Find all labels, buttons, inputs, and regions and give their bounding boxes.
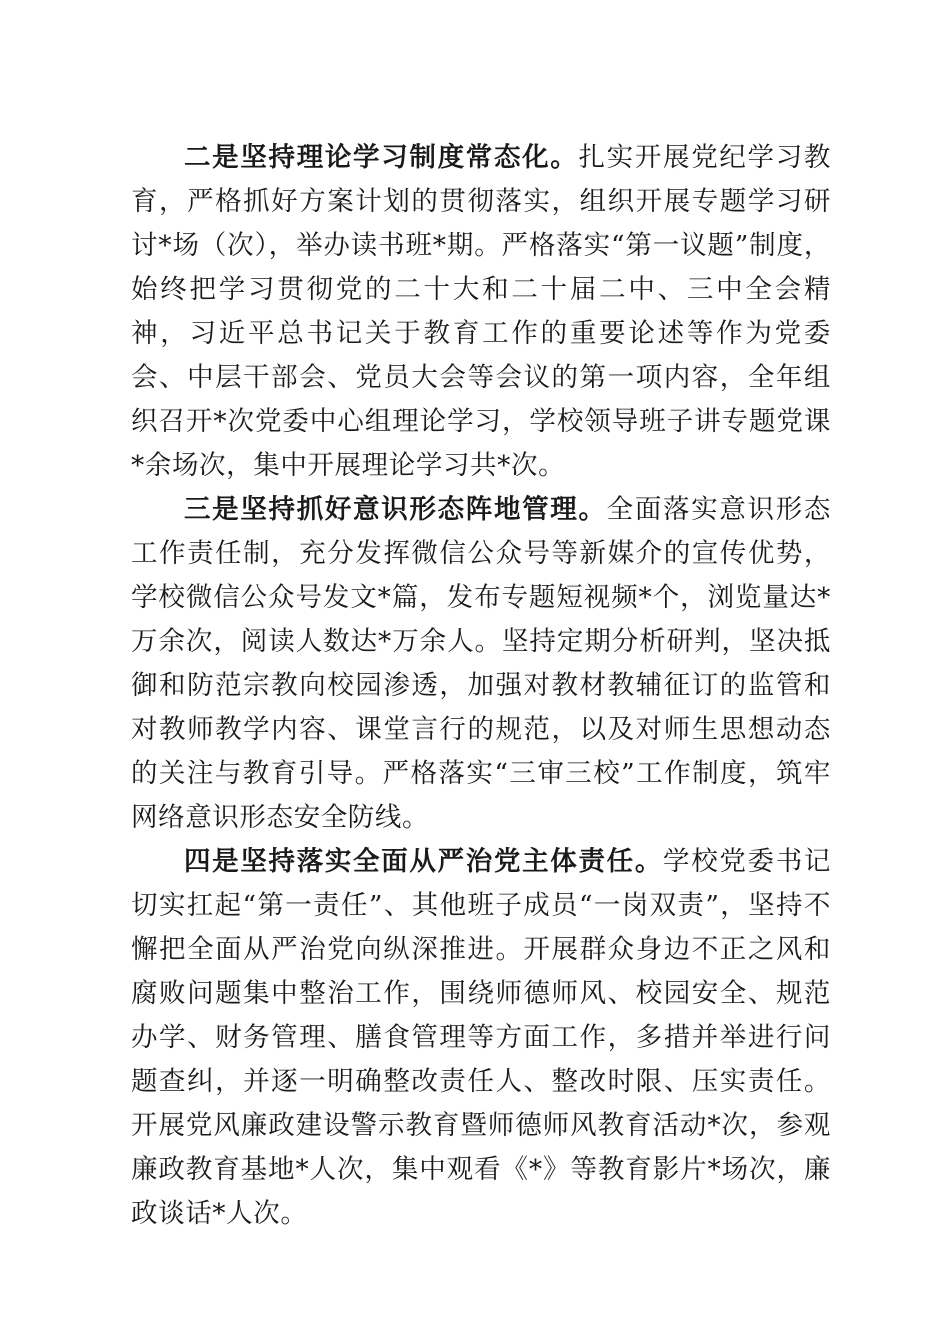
paragraph-text: 学校党委书记切实扛起“第一责任”、其他班子成员“一岗双责”，坚持不懈把全面从严治党向纵深推进。开展群众身边不正之风和腐败问题集中整治工作，围绕师德师风、校园安全、规范办学、财务管理、膳食管理等方面工作，多措并举进行问题查纠，并逐一明确整改责任人、整改时限、压实责任。开展党风廉政建设警示教育暨师德师风教育活动*次，参观廉政教育基地*人次，集中观看《*》等教育影片*场次，廉政谈话*人次。 [131,846,831,1229]
paragraph-ideology-management [131,488,831,840]
paragraph-heading: 三是坚持抓好意识形态阵地管理。 [184,494,607,525]
document-body [131,136,831,1236]
paragraph-text: 全面落实意识形态工作责任制，充分发挥微信公众号等新媒介的宣传优势，学校微信公众号发文*篇，发布专题短视频*个，浏览量达*万余次，阅读人数达*万余人。坚持定期分析研判，坚决抵御和防范宗教向校园渗透，加强对教材教辅征订的监管和对教师教学内容、课堂言行的规范，以及对师生思想动态的关注与教育引导。严格落实“三审三校”工作制度，筑牢网络意识形态安全防线。 [131,494,831,833]
paragraph-theory-study [131,136,831,488]
paragraph-party-governance [131,840,831,1236]
paragraph-heading: 二是坚持理论学习制度常态化。 [184,142,579,173]
paragraph-heading: 四是坚持落实全面从严治党主体责任。 [184,846,664,877]
paragraph-text: 扎实开展党纪学习教育，严格抓好方案计划的贯彻落实，组织开展专题学习研讨*场（次），举办读书班*期。严格落实“第一议题”制度，始终把学习贯彻党的二十大和二十届二中、三中全会精神，习近平总书记关于教育工作的重要论述等作为党委会、中层干部会、党员大会等会议的第一项内容，全年组织召开*次党委中心组理论学习，学校领导班子讲专题党课*余场次，集中开展理论学习共*次。 [131,142,831,481]
